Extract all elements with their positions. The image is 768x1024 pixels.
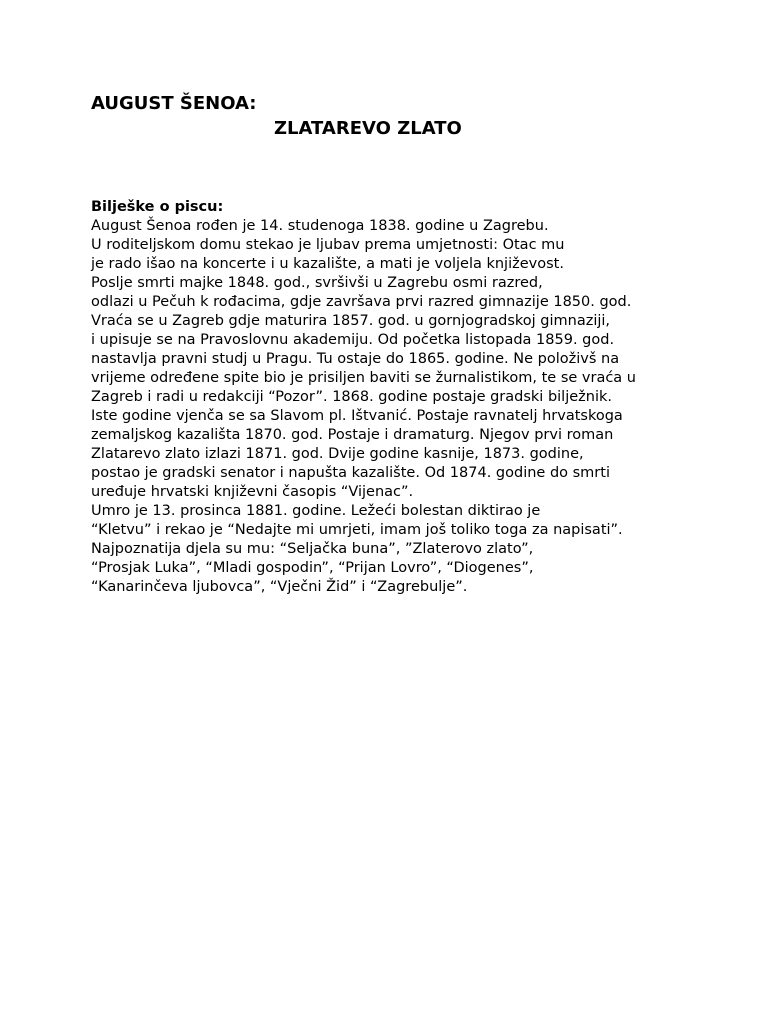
text-line: postao je gradski senator i napušta kazalište. Od 1874. godine do smrti	[91, 465, 610, 481]
section-heading-notes: Bilješke o piscu:	[91, 199, 224, 215]
text-line: “Kanarinčeva ljubovca”, “Vječni Žid” i “Zagrebulje”.	[91, 579, 468, 595]
text-line: August Šenoa rođen je 14. studenoga 1838. godine u Zagrebu.	[91, 218, 549, 234]
text-line: Zlatarevo zlato izlazi 1871. god. Dvije godine kasnije, 1873. godine,	[91, 446, 584, 462]
text-line: uređuje hrvatski književni časopis “Vijenac”.	[91, 484, 414, 500]
text-line: Poslje smrti majke 1848. god., svršivši u Zagrebu osmi razred,	[91, 275, 543, 291]
text-line: Vraća se u Zagreb gdje maturira 1857. god. u gornjogradskoj gimnaziji,	[91, 313, 611, 329]
text-line: zemaljskog kazališta 1870. god. Postaje i dramaturg. Njegov prvi roman	[91, 427, 614, 443]
text-line: Umro je 13. prosinca 1881. godine. Ležeći bolestan diktirao je	[91, 503, 541, 519]
text-line: Iste godine vjenča se sa Slavom pl. Ištvanić. Postaje ravnatelj hrvatskoga	[91, 408, 623, 424]
text-line: odlazi u Pečuh k rođacima, gdje završava prvi razred gimnazije 1850. god.	[91, 294, 632, 310]
document-title-author: AUGUST ŠENOA:	[91, 93, 257, 114]
text-line: Zagreb i radi u redakciji “Pozor”. 1868. godine postaje gradski bilježnik.	[91, 389, 612, 405]
text-line: i upisuje se na Pravoslovnu akademiju. Od početka listopada 1859. god.	[91, 332, 615, 348]
document-title-work: ZLATAREVO ZLATO	[274, 118, 462, 139]
text-line: nastavlja pravni studj u Pragu. Tu ostaje do 1865. godine. Ne položivš na	[91, 351, 620, 367]
biography-paragraph	[91, 217, 636, 597]
text-line: U roditeljskom domu stekao je ljubav prema umjetnosti: Otac mu	[91, 237, 565, 253]
text-line: vrijeme određene spite bio je prisiljen baviti se žurnalistikom, te se vraća u	[91, 370, 636, 386]
text-line: je rado išao na koncerte i u kazalište, a mati je voljela književost.	[91, 256, 564, 272]
text-line: “Kletvu” i rekao je “Nedajte mi umrjeti, imam još toliko toga za napisati”.	[91, 522, 623, 538]
text-line: “Prosjak Luka”, “Mladi gospodin”, “Prijan Lovro”, “Diogenes”,	[91, 560, 534, 576]
text-line: Najpoznatija djela su mu: “Seljačka buna”, ”Zlaterovo zlato”,	[91, 541, 534, 557]
